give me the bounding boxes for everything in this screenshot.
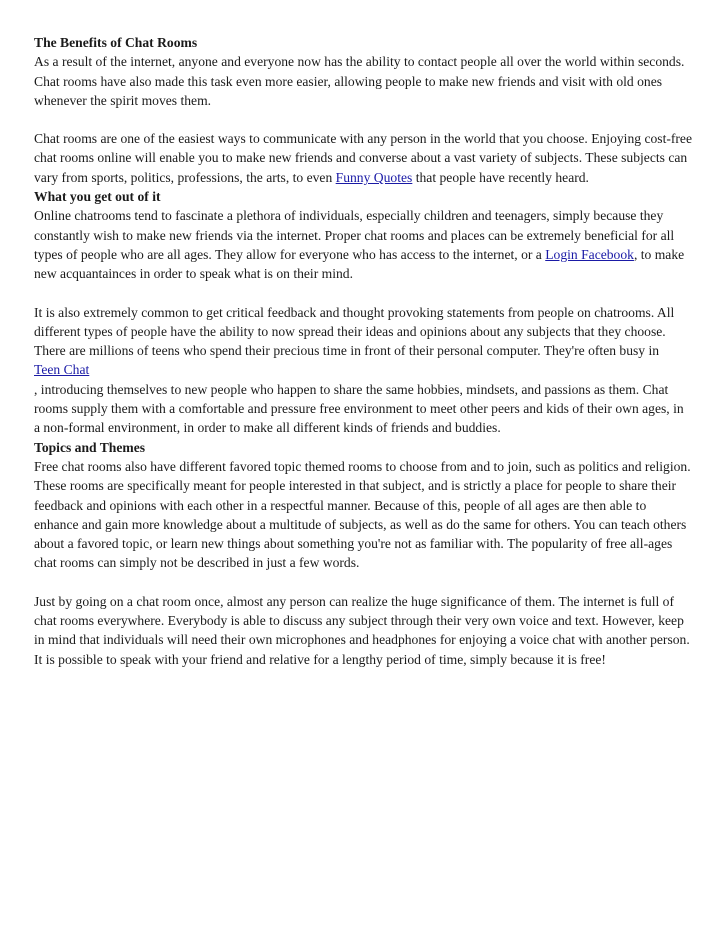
paragraph-topics-significance: Just by going on a chat room once, almost any person can realize the huge significance of them. The internet is full of chat rooms everywhere. Everybody is able to discuss any subject through their very own voice and text. However, keep in mind that individuals will need their own microphones and headphones for enjoying a voice chat with another person. It is possible to speak with your friend and relative for a lengthy period of time, simply because it is free! [34,593,690,667]
paragraph-what-you-get-intro [34,206,692,283]
paragraph-text: Online chatrooms tend to fascinate a plethora of individuals, especially children and teenagers, simply because they constantly wish to make new friends via the internet. Proper chat rooms and places can be extremely beneficial for all types of people who are all ages. They allow for everyone who has access to the internet, or a [34,208,675,262]
paragraph-text: It is also extremely common to get critical feedback and thought provoking statements from people on chatrooms. All different types of people have the ability to now spread their ideas and opinions about any subjects that they choose. There are millions of teens who spend their precious time in front of their personal computer. They're often busy in [34,304,675,359]
paragraph-text: , to make new acquantainces in order to speak what is on their mind. [34,246,685,282]
paragraph-what-you-get-teens [34,303,692,438]
paragraph-benefits-subjects [34,129,692,187]
teen-chat-link[interactable]: Teen Chat [34,362,90,378]
paragraph-text: that people have recently heard. [412,169,589,185]
section-heading-what-you-get: What you get out of it [34,189,161,205]
paragraph-benefits-intro: As a result of the internet, anyone and everyone now has the ability to contact people all over the world within seconds. Chat rooms have also made this task even more easier, allowing people to make new friends and visit with old ones whenever the spirit moves them. [34,54,685,108]
paragraph-text: Chat rooms are one of the easiest ways to communicate with any person in the world that you choose. Enjoying cost-free chat rooms online will enable you to make new friends and converse about a vast variety of subjects. These subjects can vary from sports, politics, professions, the arts, to even [34,131,692,185]
paragraph-topics-themes: Free chat rooms also have different favored topic themed rooms to choose from and to join, such as politics and religion. These rooms are specifically meant for people interested in that subject, and is strictly a place for people to share their feedback and opinions with each other in a respectful manner. Because of this, people of all ages are then able to enhance and gain more knowledge about a multitude of subjects, as well as do the same for others. You can teach others about a favored topic, or learn new things about something you're not as familiar with. The popularity of free all-ages chat rooms can simply not be described in just a few words. [34,458,691,571]
login-facebook-link[interactable]: Login Facebook [545,246,634,262]
paragraph-text: , introducing themselves to new people who happen to share the same hobbies, mindsets, and passions as them. Chat rooms supply them with a comfortable and pressure free environment to meet other peers and kids of their own ages, in a non-formal environment, in order to make all different kinds of friends and buddies. [34,381,684,436]
funny-quotes-link[interactable]: Funny Quotes [335,169,413,185]
section-heading-benefits: The Benefits of Chat Rooms [34,35,198,50]
document-page [34,33,692,669]
section-heading-topics: Topics and Themes [34,439,146,455]
